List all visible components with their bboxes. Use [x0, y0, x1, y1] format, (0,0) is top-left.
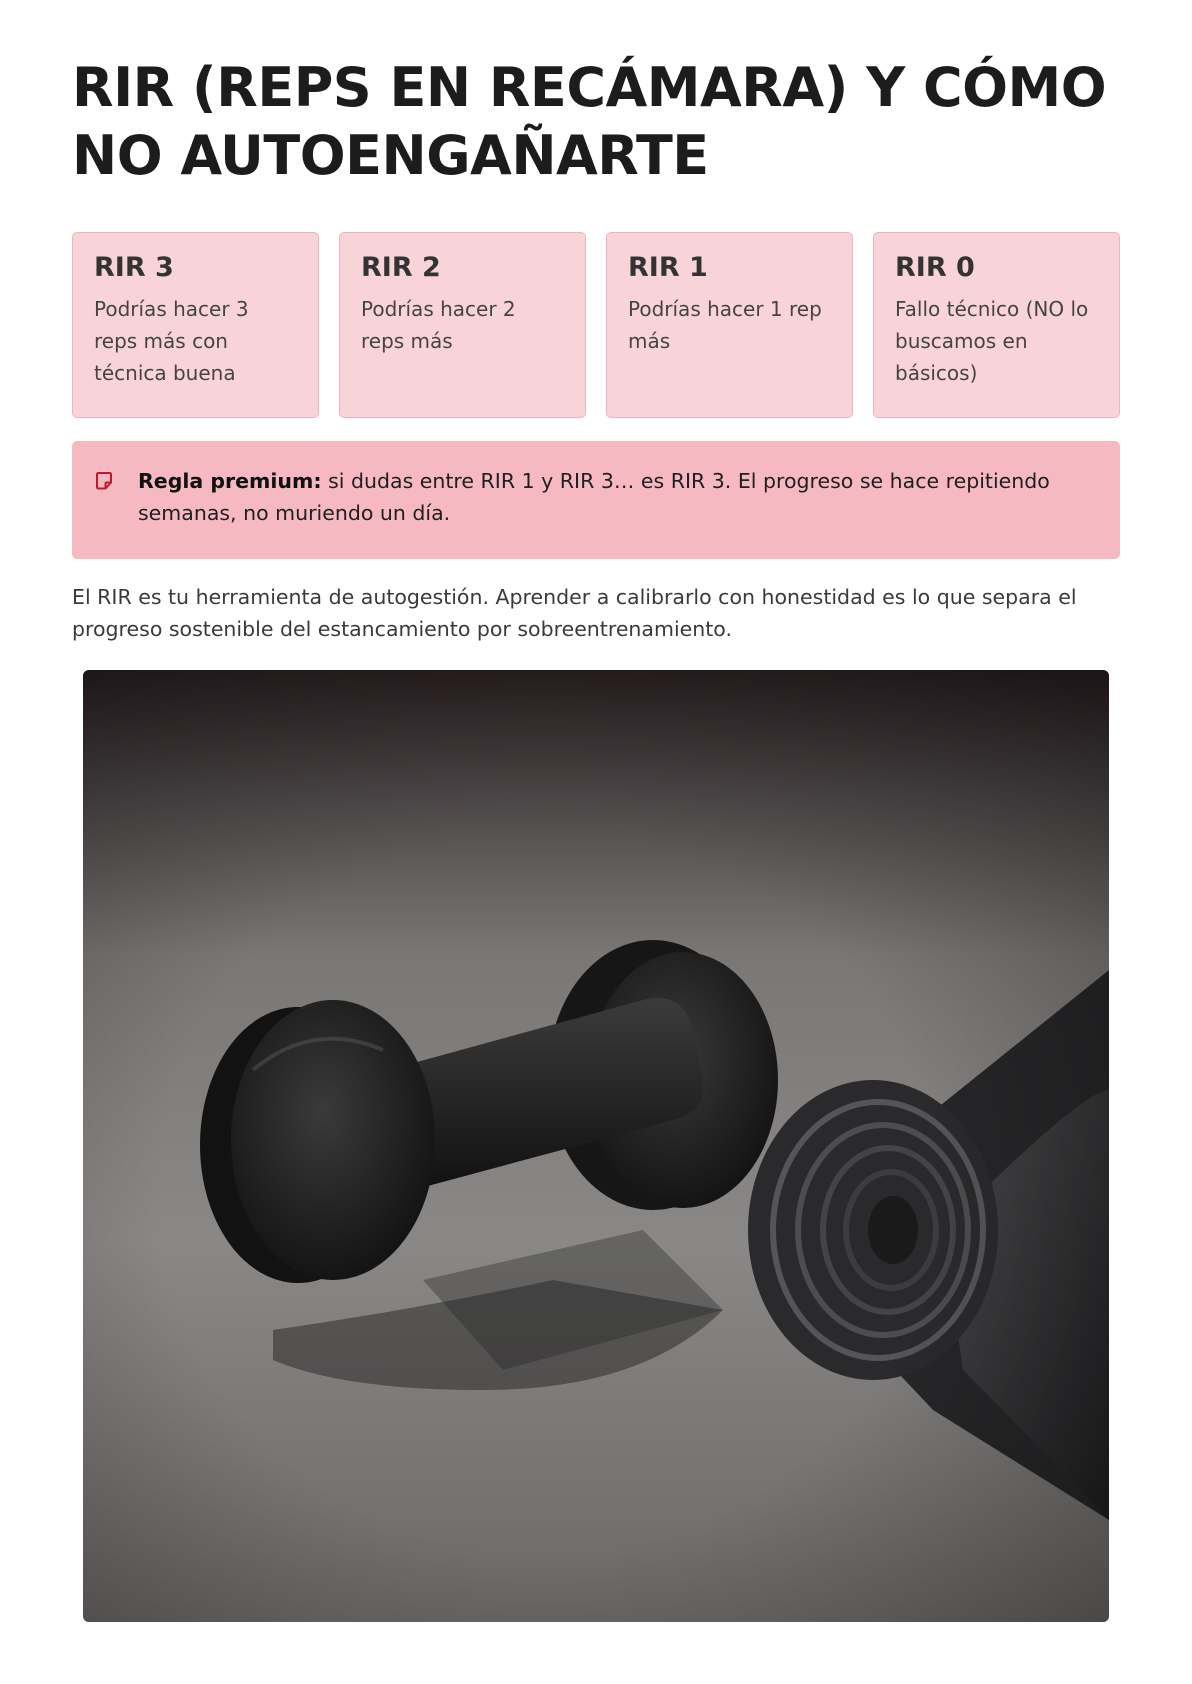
callout-body: si dudas entre RIR 1 y RIR 3… es RIR 3. El progreso se hace repitiendo semanas, no muriendo un día. — [138, 469, 1050, 525]
page-title — [72, 54, 1120, 190]
rir-card-title: RIR 1 — [628, 252, 708, 283]
rir-card-text: Fallo técnico (NO lo buscamos en básicos) — [895, 297, 1089, 385]
callout-label: Regla premium: — [138, 469, 322, 493]
rir-card-title: RIR 3 — [94, 252, 174, 283]
rir-card-text: Podrías hacer 3 reps más con técnica buena — [94, 297, 249, 385]
rir-card-title: RIR 0 — [895, 252, 975, 283]
rir-card-3 — [72, 232, 319, 418]
rir-card-1 — [606, 232, 853, 418]
rir-card-text: Podrías hacer 2 reps más — [361, 297, 516, 353]
callout-text — [138, 465, 1080, 529]
dumbbell-and-mat-photo — [83, 670, 1109, 1622]
rir-cards — [72, 232, 1120, 418]
rir-card-title: RIR 2 — [361, 252, 441, 283]
rir-card-text: Podrías hacer 1 rep más — [628, 297, 822, 353]
page-title-line-2: NO AUTOENGAÑARTE — [72, 124, 709, 187]
page-title-line-1: RIR (REPS EN RECÁMARA) Y CÓMO — [72, 56, 1107, 119]
note-icon — [94, 471, 114, 491]
dumbbell-mat-illustration — [83, 670, 1109, 1622]
rir-card-2 — [339, 232, 586, 418]
rir-card-0 — [873, 232, 1120, 418]
intro-paragraph: El RIR es tu herramienta de autogestión. Aprender a calibrarlo con honestidad es lo que separa el progreso sostenible del estancamiento por sobreentrenamiento. — [72, 585, 1077, 641]
page — [72, 54, 1120, 641]
premium-rule-callout — [72, 441, 1120, 559]
